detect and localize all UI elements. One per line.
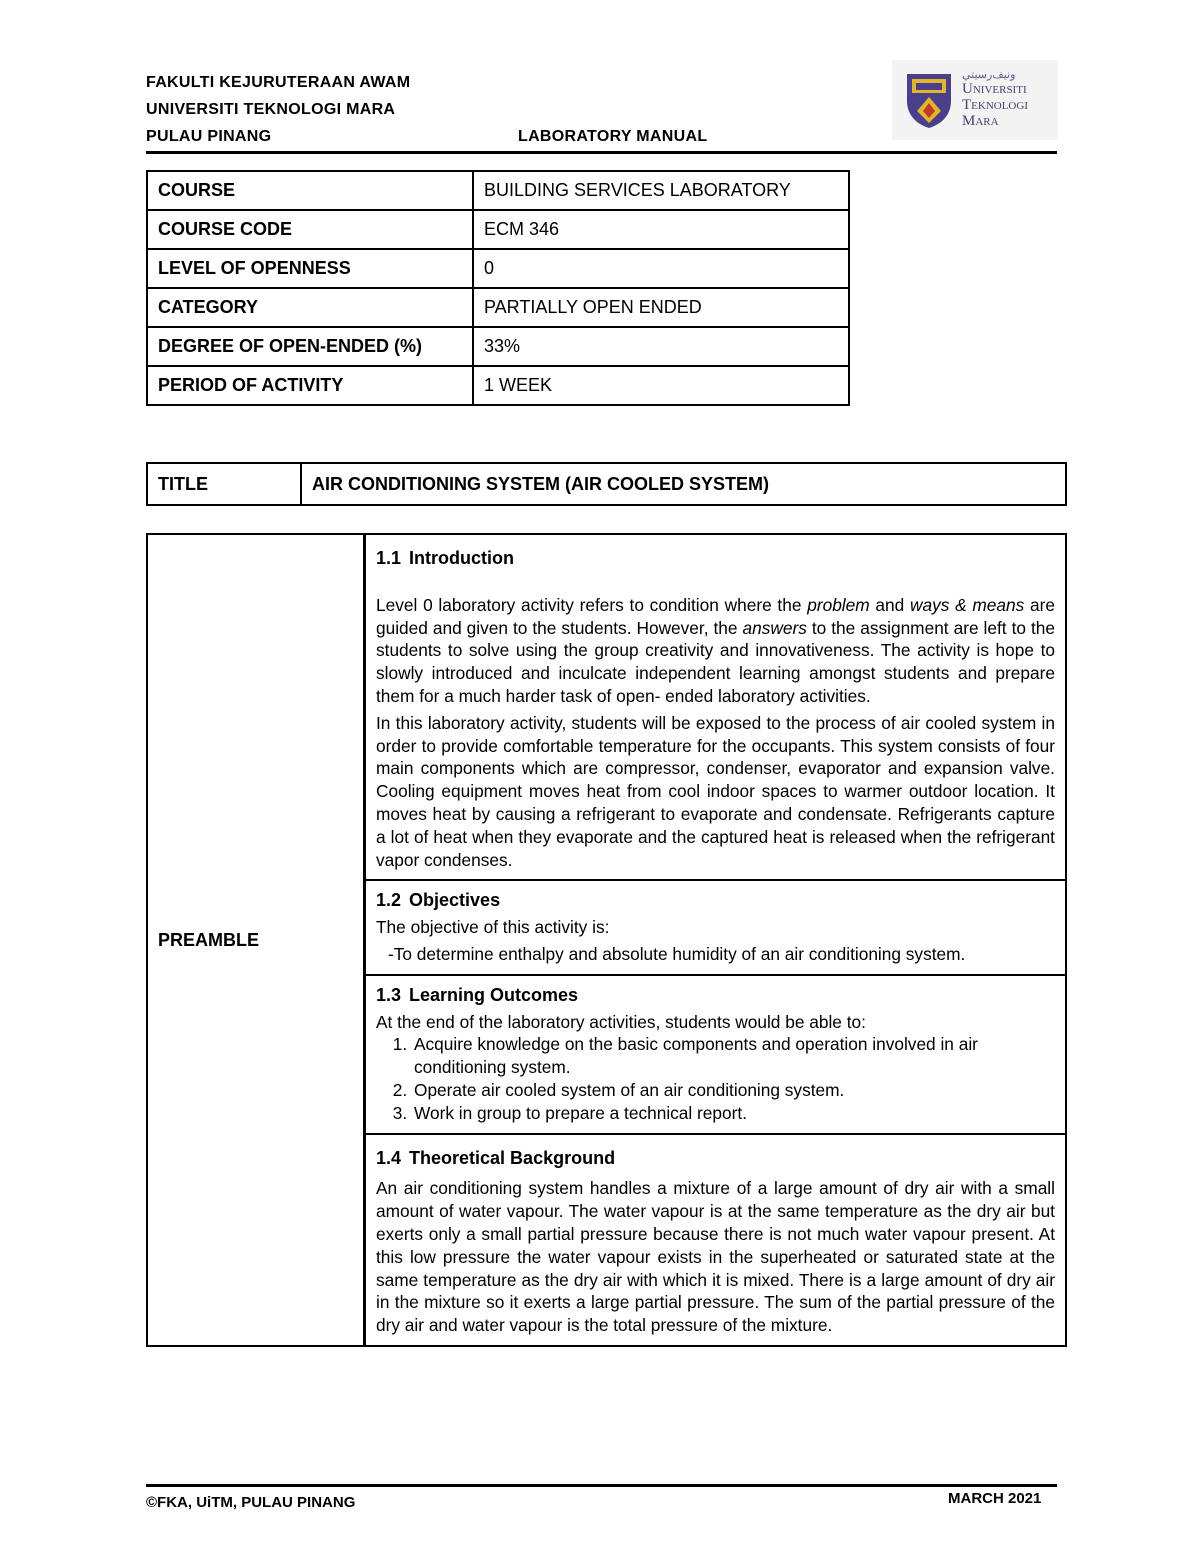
- theory-section: [365, 1134, 1067, 1346]
- theory-paragraph: An air conditioning system handles a mixture of a large amount of dry air with a small amount of water vapour. The water vapour is at the same temperature as the dry air but exerts only a small partial pressure because there is not much water vapour present. At this low pressure the water vapour exists in the superheated or saturated state at the same temperature as the dry air with which it is mixed. There is a large amount of dry air in the mixture so it exerts a large partial pressure. The sum of the partial pressure of the dry air and water vapour is the total pressure of the mixture.: [376, 1178, 1055, 1336]
- intro-paragraph-1: Level 0 laboratory activity refers to condition where the problem and ways & means are guided and given to the students. However, the answers to the assignment are left to the students to solve using the group creativity and innovativeness. The activity is hope to slowly introduced and inculcate independent learning amongst students and prepare them for a much harder task of open- ended laboratory activities.: [376, 594, 1056, 706]
- footer-copyright: ©FKA, UiTM, PULAU PINANG: [146, 1494, 356, 1511]
- intro-paragraph-2: In this laboratory activity, students will be exposed to the process of air cooled system in order to provide comfortable temperature for the occupants. This system consists of four main components which are compressor, condenser, evaporator and expansion valve. Cooling equipment moves heat from cool indoor spaces to warmer outdoor location. It moves heat by causing a refrigerant to evaporate and condensate. Refrigerants capture a lot of heat when they evaporate and the captured heat is released when the refrigerant vapor condenses.: [376, 712, 1055, 870]
- title-key: TITLE: [147, 463, 301, 505]
- uitm-crest-icon: [904, 71, 954, 129]
- table-row: [147, 534, 1066, 880]
- openness-key: LEVEL OF OPENNESS: [147, 249, 473, 288]
- title-value: AIR CONDITIONING SYSTEM (AIR COOLED SYSTEM): [301, 463, 1066, 505]
- university-name: UNIVERSITI TEKNOLOGI MARA: [146, 101, 396, 118]
- section-number: 1.1: [376, 548, 402, 568]
- course-code-value: ECM 346: [473, 210, 849, 249]
- section-number: 1.2: [376, 890, 402, 911]
- footer-date: MARCH 2021: [948, 1490, 1042, 1507]
- course-key: COURSE: [147, 171, 473, 210]
- course-code-key: COURSE CODE: [147, 210, 473, 249]
- objectives-lead: The objective of this activity is:: [376, 917, 610, 938]
- section-title: Learning Outcomes: [409, 984, 579, 1005]
- title-table: [146, 462, 1067, 506]
- preamble-label: PREAMBLE: [147, 534, 365, 1346]
- section-number: 1.4: [376, 1147, 402, 1168]
- table-row: [147, 171, 849, 210]
- logo-word-2: Teknologi: [962, 97, 1028, 113]
- outcomes-list: [376, 1033, 1055, 1124]
- section-title: Introduction: [409, 548, 515, 568]
- category-value: PARTIALLY OPEN ENDED: [473, 288, 849, 327]
- list-item: 3. Work in group to prepare a technical report.: [412, 1102, 1055, 1125]
- course-value: BUILDING SERVICES LABORATORY: [473, 171, 849, 210]
- header-divider: [146, 151, 1057, 154]
- introduction-section: [365, 534, 1067, 880]
- degree-value: 33%: [473, 327, 849, 366]
- footer-divider: [146, 1484, 1057, 1487]
- document-type: LABORATORY MANUAL: [518, 128, 708, 145]
- logo-word-3: Mara: [962, 113, 999, 129]
- table-row: [147, 210, 849, 249]
- section-title: Objectives: [409, 890, 501, 911]
- faculty-name: FAKULTI KEJURUTERAAN AWAM: [146, 74, 411, 91]
- table-row: [147, 463, 1066, 505]
- section-number: 1.3: [376, 984, 402, 1005]
- objectives-section: [365, 880, 1067, 974]
- logo-word-1: Universiti: [962, 81, 1027, 97]
- course-info-table: [146, 170, 850, 406]
- outcomes-section: [365, 975, 1067, 1134]
- logo-jawi-text: ﻭﻧﻴﻒﺭﺳﻴﺘﻲ: [962, 69, 1016, 81]
- period-key: PERIOD OF ACTIVITY: [147, 366, 473, 405]
- uitm-logo: [892, 60, 1058, 140]
- objective-item: -To determine enthalpy and absolute humidity of an air conditioning system.: [388, 943, 966, 964]
- list-item: 1. Acquire knowledge on the basic components and operation involved in air conditioning system.: [412, 1033, 1055, 1079]
- openness-value: 0: [473, 249, 849, 288]
- category-key: CATEGORY: [147, 288, 473, 327]
- table-row: [147, 366, 849, 405]
- table-row: [147, 288, 849, 327]
- campus-name: PULAU PINANG: [146, 128, 272, 145]
- section-title: Theoretical Background: [409, 1147, 616, 1168]
- table-row: [147, 327, 849, 366]
- period-value: 1 WEEK: [473, 366, 849, 405]
- preamble-table: [146, 533, 1067, 1347]
- degree-key: DEGREE OF OPEN-ENDED (%): [147, 327, 473, 366]
- outcomes-lead: At the end of the laboratory activities, students would be able to:: [376, 1011, 866, 1032]
- list-item: 2. Operate air cooled system of an air conditioning system.: [412, 1079, 1055, 1102]
- table-row: [147, 249, 849, 288]
